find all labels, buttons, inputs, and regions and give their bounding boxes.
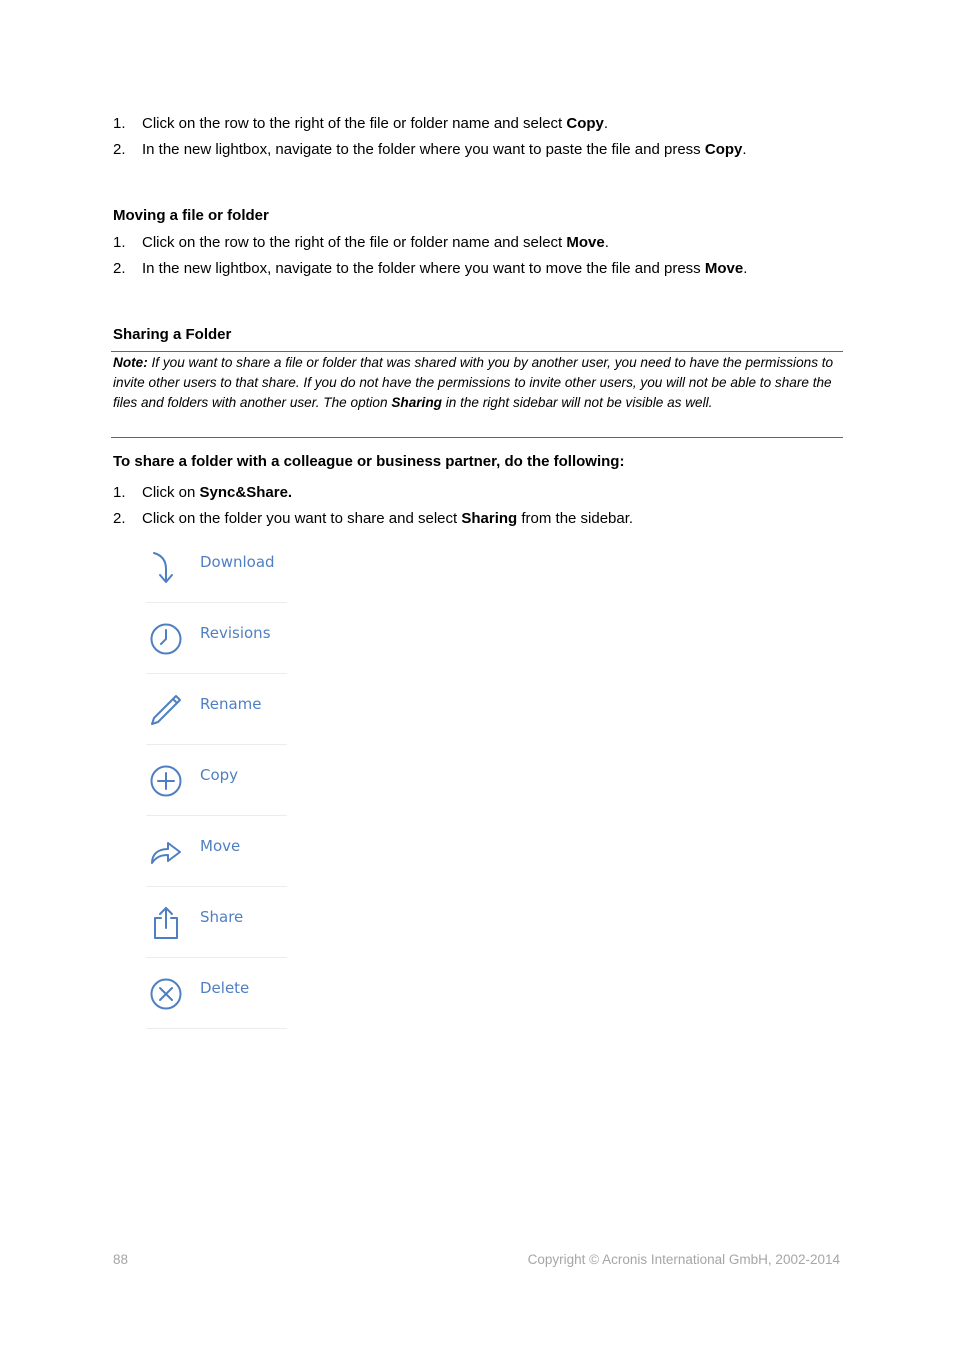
sharing-steps-list [113, 480, 633, 532]
menu-item-move[interactable] [146, 816, 287, 887]
list-item: 2. Click on the folder you want to share and select Sharing from the sidebar. [113, 510, 634, 527]
note-top-rule [111, 351, 843, 352]
menu-item-label: Rename [200, 695, 262, 713]
page-number: 88 [113, 1252, 129, 1267]
menu-item-label: Share [200, 908, 244, 926]
note-box: Note: If you want to share a file or folder that was shared with you by another user, you need to have the permissions to invite other users to that share. If you do not have the permissions to invite other users, you will not be able to share the files and folders with another user. The option Sharing in the right sidebar will not be visible as well. [113, 355, 834, 410]
note-bottom-rule [111, 437, 843, 438]
menu-item-label: Move [200, 837, 241, 855]
menu-item-delete[interactable] [146, 958, 287, 1029]
list-item: 1. Click on the row to the right of the file or folder name and select Move. [113, 234, 609, 251]
menu-item-revisions[interactable] [146, 603, 287, 674]
list-item: 2. In the new lightbox, navigate to the folder where you want to move the file and press Move. [113, 260, 748, 277]
menu-item-share[interactable] [146, 887, 287, 958]
menu-item-label: Revisions [200, 624, 271, 642]
menu-item-rename[interactable] [146, 674, 287, 745]
menu-item-label: Copy [200, 766, 239, 784]
x-circle-icon [149, 977, 183, 1011]
list-item: 2. In the new lightbox, navigate to the folder where you want to paste the file and press Copy. [113, 141, 747, 158]
menu-item-label: Delete [200, 979, 250, 997]
pencil-icon [149, 693, 183, 727]
download-icon [149, 551, 183, 585]
list-item: 1. Click on Sync&Share. [113, 484, 293, 501]
list-item: 1. Click on the row to the right of the file or folder name and select Copy. [113, 115, 609, 132]
clock-icon [149, 622, 183, 656]
copy-steps-list [113, 111, 747, 163]
procedure-heading: To share a folder with a colleague or business partner, do the following: [113, 453, 625, 470]
menu-item-copy[interactable] [146, 745, 287, 816]
moving-heading: Moving a file or folder [113, 207, 269, 224]
share-icon [149, 906, 183, 940]
menu-item-label: Download [200, 553, 275, 571]
sidebar-menu [146, 532, 287, 1029]
menu-item-download[interactable] [146, 532, 287, 603]
plus-circle-icon [149, 764, 183, 798]
arrow-forward-icon [149, 835, 183, 869]
sharing-heading: Sharing a Folder [113, 326, 232, 343]
copyright-text: Copyright © Acronis International GmbH, 2002-2014 [527, 1252, 840, 1267]
moving-steps-list [113, 230, 747, 282]
